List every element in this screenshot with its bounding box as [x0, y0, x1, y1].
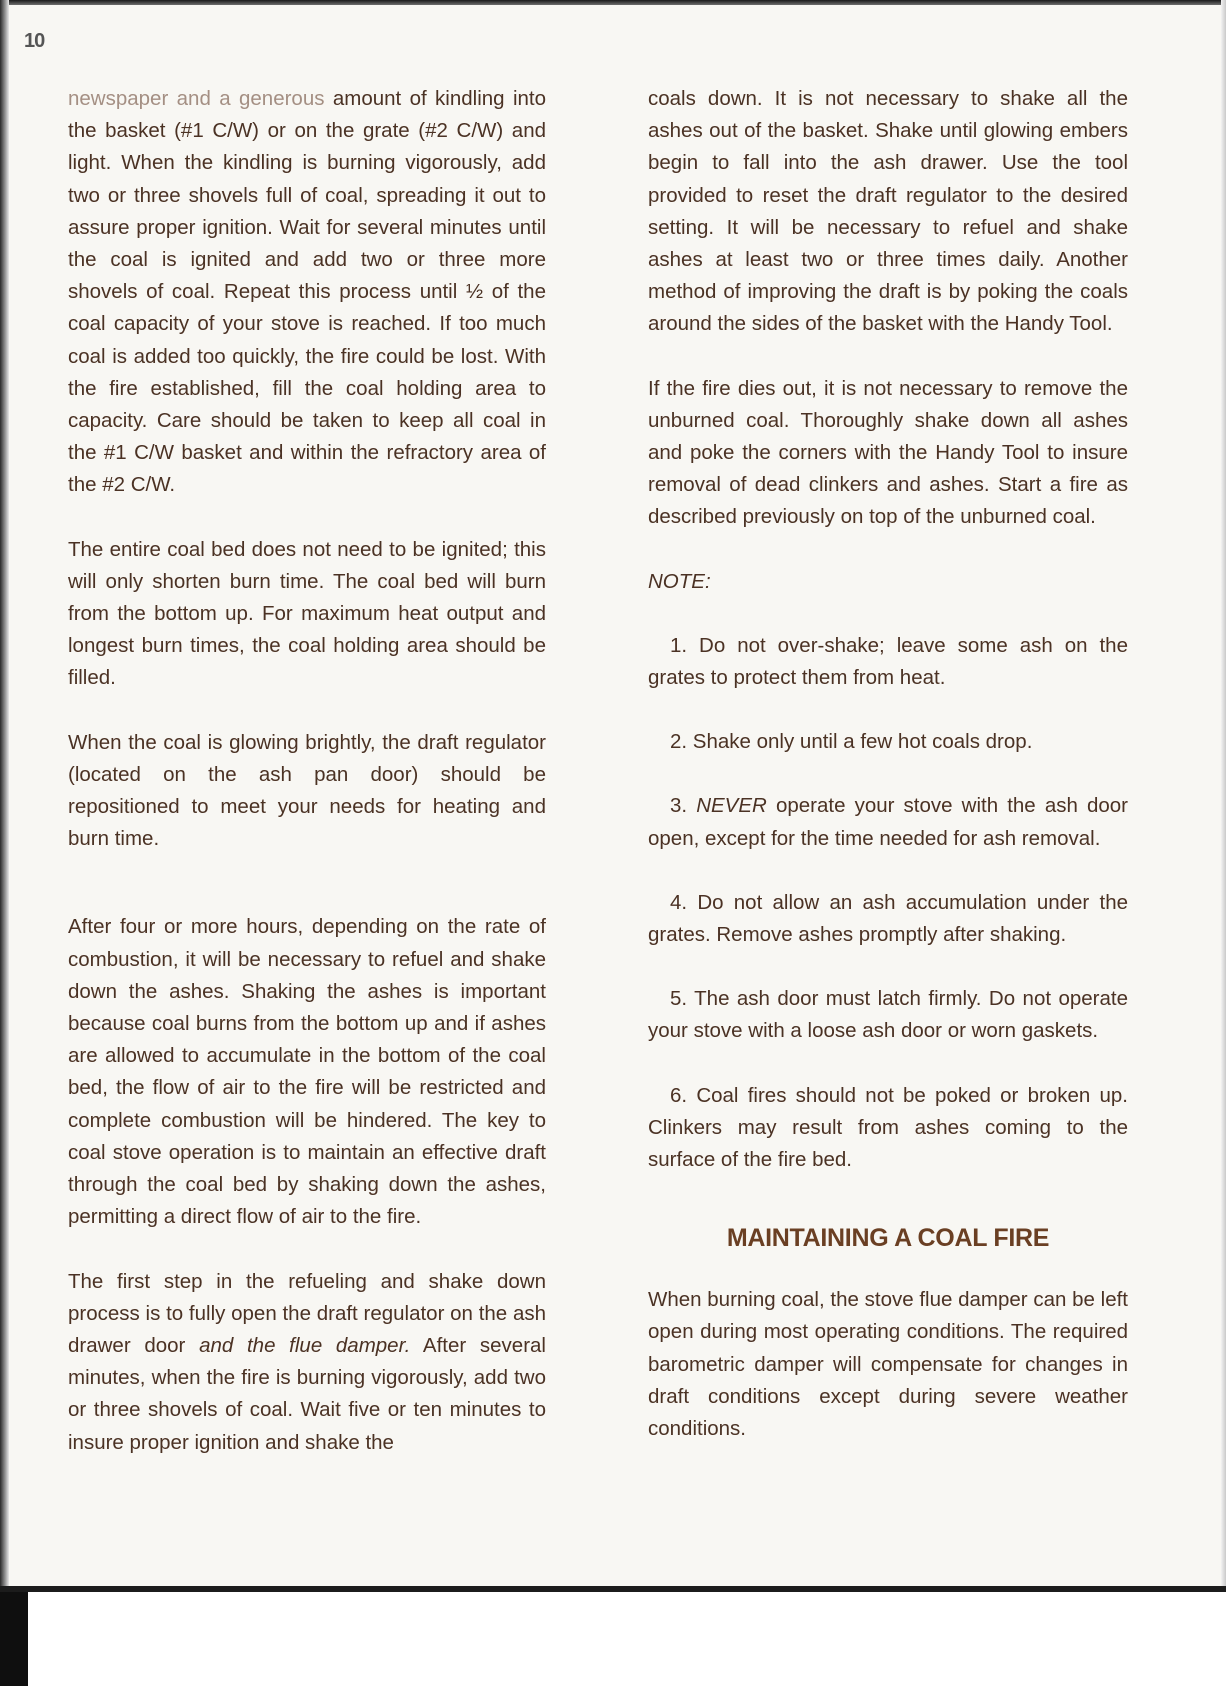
note-item-5: 5. The ash door must latch firmly. Do not operate your stove with a loose ash door or worn gaskets. [648, 987, 1128, 1043]
note-item-4: 4. Do not allow an ash accumulation under the grates. Remove ashes promptly after shaking. [648, 890, 1128, 947]
note-label: NOTE: [648, 569, 711, 593]
paragraph-coals-down: coals down. It is not necessary to shake all the ashes out of the basket. Shake until glowing embers begin to fall into the ash drawer. Use the tool provided to reset the draft regulator to the desired setting. It will be necessary to refuel and shake ashes at least two or three times daily. Another method of improving the draft is by poking the coals around the sides of the basket with the Handy Tool. [648, 87, 1128, 336]
paragraph-draft-regulator: When the coal is glowing brightly, the draft regulator (located on the ash pan door) should be repositioned to meet your needs for heating and burn time. [68, 730, 546, 851]
left-column [68, 83, 546, 1459]
paragraph-first-step: The first step in the refueling and shake down process is to fully open the draft regulator on the ash drawer door and the flue damper. After several minutes, when the fire is burning vigorously, add two or three shovels of coal. Wait five or ten minutes to insure proper ignition and shake the [68, 1269, 546, 1454]
faded-text: newspaper and a generous [68, 87, 325, 110]
note-item-1: 1. Do not over-shake; leave some ash on the grates to protect them from heat. [648, 633, 1128, 690]
note-item-3: 3. NEVER operate your stove with the ash door open, except for the time needed for ash removal. [648, 794, 1128, 850]
right-column [648, 83, 1128, 1445]
page-number: 10 [24, 30, 45, 52]
paragraph-kindling: newspaper and a generous amount of kindling into the basket (#1 C/W) or on the grate (#2 C/W) and light. When the kindling is burning vigorously, add two or three shovels full of coal, spreading it out to assure proper ignition. Wait for several minutes until the coal is ignited and add two or three more shovels of coal. Repeat this process until ½ of the coal capacity of your stove is reached. If too much coal is added too quickly, the fire could be lost. With the fire established, fill the coal holding area to capacity. Care should be taken to keep all coal in the #1 C/W basket and within the refractory area of the #2 C/W. [68, 87, 546, 497]
scan-right-edge [1221, 0, 1226, 1586]
section-heading: MAINTAINING A COAL FIRE [726, 1224, 1050, 1253]
paragraph-refuel: After four or more hours, depending on the rate of combustion, it will be necessary to refuel and shake down the ashes. Shaking the ashes is important because coal burns from the bottom up and if ashes are allowed to accumulate in the bottom of the coal bed, the flow of air to the fire will be restricted and complete combustion will be hindered. The key to coal stove operation is to maintain an effective draft through the coal bed by shaking down the ashes, permitting a direct flow of air to the fire. [68, 915, 546, 1229]
scan-left-edge [0, 0, 9, 1686]
note-item-2: 2. Shake only until a few hot coals drop. [670, 730, 1033, 754]
note-item-6: 6. Coal fires should not be poked or broken up. Clinkers may result from ashes coming to the surface of the fire bed. [648, 1083, 1128, 1172]
scan-bottom-margin [28, 1592, 1226, 1686]
scan-bottom-corner [0, 1592, 28, 1686]
scan-top-edge [0, 0, 1226, 5]
paragraph-fire-dies: If the fire dies out, it is not necessary to remove the unburned coal. Thoroughly shake down all ashes and poke the corners with the Handy Tool to insure removal of dead clinkers and ashes. Start a fire as described previously on top of the unburned coal. [648, 376, 1128, 529]
paragraph-maintaining: When burning coal, the stove flue damper can be left open during most operating conditions. The required barometric damper will compensate for changes in draft conditions except during severe weather conditions. [648, 1288, 1128, 1441]
paragraph-coal-bed: The entire coal bed does not need to be ignited; this will only shorten burn time. The coal bed will burn from the bottom up. For maximum heat output and longest burn times, the coal holding area should be filled. [68, 537, 546, 690]
